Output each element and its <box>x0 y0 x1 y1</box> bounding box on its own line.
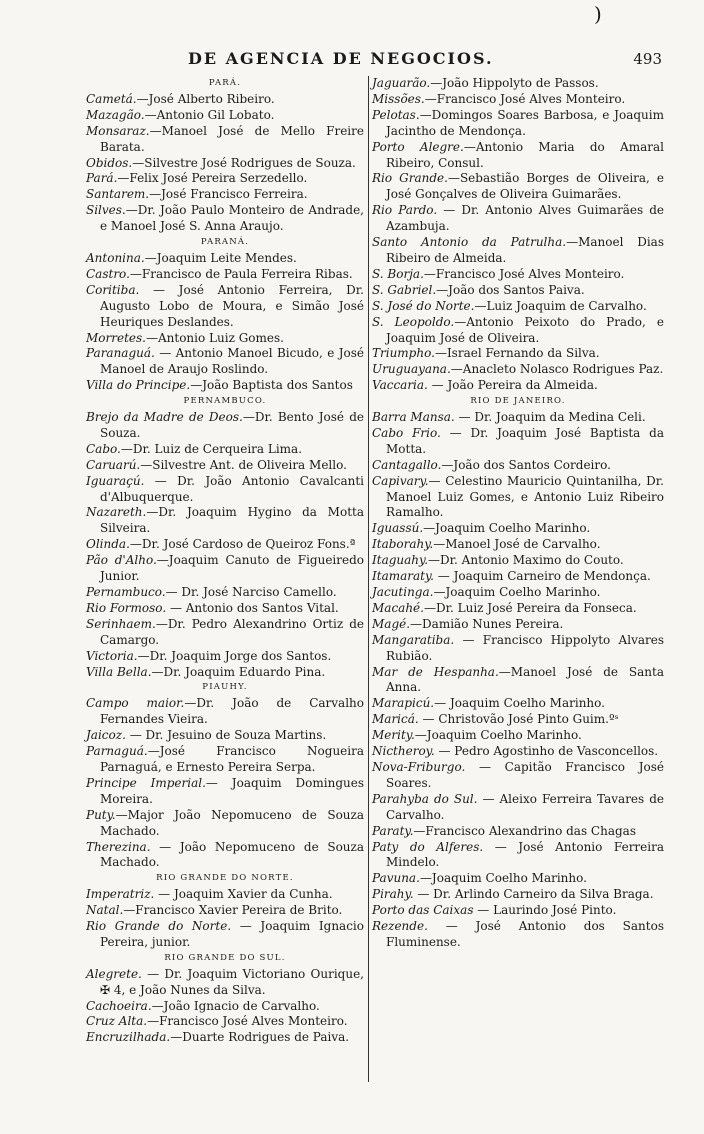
agent-entry <box>86 649 364 665</box>
agent-names: —Antonio Peixoto do Prado, e Joaquim José de Oliveira. <box>386 314 664 345</box>
agent-entry <box>86 728 364 744</box>
agent-entry <box>86 474 364 506</box>
place-name: Campo maior. <box>86 696 185 711</box>
agent-names: —Felix José Pereira Serzedello. <box>117 171 308 186</box>
place-name: Itaborahy. <box>372 537 434 552</box>
place-name: Porto das Caixas <box>372 903 474 918</box>
agent-entry <box>372 633 664 665</box>
place-name: Rio Formoso. <box>86 600 167 615</box>
agent-names: —Duarte Rodrigues de Paiva. <box>170 1030 350 1045</box>
place-name: Pirahy. <box>372 887 414 902</box>
agent-names: — Aleixo Ferreira Tavares de Carvalho. <box>386 791 664 822</box>
place-name: Pelotas. <box>372 107 420 122</box>
agent-entry <box>372 76 664 92</box>
agent-entry <box>372 585 664 601</box>
agent-names: —Major João Nepomuceno de Souza Machado. <box>100 807 364 838</box>
place-name: Mazagão. <box>86 107 145 122</box>
agent-names: — Francisco Hippolyto Alvares Rubião. <box>386 632 664 663</box>
agent-entry <box>86 458 364 474</box>
place-name: S. Gabriel. <box>372 282 437 297</box>
page-number: 493 <box>633 50 662 68</box>
place-name: Monsaraz. <box>86 123 150 138</box>
place-name: Olinda. <box>86 537 130 552</box>
agent-names: — Laurindo José Pinto. <box>473 903 617 918</box>
place-name: Silves. <box>86 203 126 218</box>
place-name: Morretes. <box>86 330 146 345</box>
agent-entry <box>372 283 664 299</box>
place-name: Serinhaem. <box>86 616 156 631</box>
place-name: S. José do Norte. <box>372 298 475 313</box>
right-column <box>372 76 664 951</box>
agent-names: —João Hippolyto de Passos. <box>430 76 599 90</box>
place-name: S. Leopoldo. <box>372 314 455 329</box>
agent-names: —Manoel Dias Ribeiro de Almeida. <box>386 235 664 265</box>
agent-names: —José Alberto Ribeiro. <box>136 91 275 106</box>
agent-names: — João Nepomuceno de Souza Machado. <box>100 839 364 870</box>
agent-names: —Dr. Luiz José Pereira da Fonseca. <box>423 600 637 615</box>
agent-entry <box>372 171 664 203</box>
place-name: Capivary. <box>372 473 429 488</box>
agent-entry <box>86 840 364 872</box>
agent-names: —Dr. Joaquim Jorge dos Santos. <box>137 648 332 663</box>
agent-names: —Joaquim Coelho Marinho. <box>414 728 582 743</box>
place-name: Mangaratiba. <box>372 632 455 647</box>
agent-names: — Pedro Agostinho de Vasconcellos. <box>434 744 659 759</box>
agent-entry <box>372 346 664 362</box>
agent-entry <box>372 378 664 394</box>
place-name: Iguassú. <box>372 521 424 536</box>
agent-names: —Dr. Bento José de Souza. <box>100 410 364 440</box>
place-name: Missões. <box>372 91 425 106</box>
agent-entry <box>86 919 364 951</box>
agent-entry <box>372 426 664 458</box>
agent-entry <box>86 553 364 585</box>
place-name: Cabo. <box>86 441 121 456</box>
agent-entry <box>86 203 364 235</box>
agent-names: — Dr. Arlindo Carneiro da Silva Braga. <box>413 887 654 902</box>
place-name: Porto Alegre. <box>372 139 464 154</box>
place-name: Santarem. <box>86 187 150 202</box>
agent-entry <box>86 999 364 1015</box>
agent-entry <box>86 187 364 203</box>
place-name: Imperatriz. <box>86 887 155 902</box>
place-name: S. Borja. <box>372 266 424 281</box>
place-name: Paranaguá. <box>86 346 155 361</box>
left-column <box>86 76 364 1046</box>
place-name: Itamaraty. <box>372 569 434 584</box>
agent-entry <box>86 967 364 999</box>
agent-names: —Francisco Xavier Pereira de Brito. <box>123 903 343 918</box>
agent-names: — José Antonio Ferreira Mindelo. <box>386 839 664 870</box>
agent-names: —Anacleto Nolasco Rodrigues Paz. <box>450 362 664 377</box>
agent-names: — Dr. José Narciso Camello. <box>165 585 337 599</box>
agent-entry <box>86 251 364 267</box>
agent-names: —Joaquim Leite Mendes. <box>144 250 297 265</box>
place-name: Nazareth. <box>86 505 147 520</box>
agent-entry <box>86 156 364 172</box>
agent-entry <box>86 601 364 617</box>
place-name: Jacutinga. <box>372 585 434 599</box>
agent-names: —Sebastião Borges de Oliveira, e José Gonçalves de Oliveira Guimarães. <box>386 171 665 202</box>
agent-names: — Celestino Mauricio Quintanilha, Dr. Manoel Luiz Gomes, e Antonio Luiz Ribeiro Ramalho. <box>386 473 664 520</box>
place-name: Victoria. <box>86 648 138 663</box>
agent-entry <box>86 585 364 601</box>
agent-names: —Israel Fernando da Silva. <box>434 346 600 361</box>
place-name: Brejo da Madre de Deos. <box>86 410 243 425</box>
agent-names: —João Baptista dos Santos <box>190 378 353 393</box>
place-name: Rio Grande. <box>372 171 448 186</box>
place-name: Natal. <box>86 903 124 918</box>
agent-entry <box>372 744 664 760</box>
agent-names: —Antonio Maria do Amaral Ribeiro, Consul. <box>386 139 664 170</box>
place-name: Magé. <box>372 616 411 631</box>
agent-entry <box>86 1030 364 1046</box>
agent-entry <box>86 887 364 903</box>
agent-entry <box>86 505 364 537</box>
agent-names: —Francisco José Alves Monteiro. <box>424 91 626 106</box>
agent-names: — Dr. Joaquim Victoriano Ourique, ✠ 4, e João Nunes da Silva. <box>100 966 364 997</box>
agent-entry <box>86 108 364 124</box>
section-heading: RIO DE JANEIRO. <box>470 396 566 407</box>
agent-entry <box>372 569 664 585</box>
agent-names: — Joaquim Carneiro de Mendonça. <box>433 569 651 584</box>
agent-names: —Francisco Alexandrino das Chagas <box>413 823 636 838</box>
agent-entry <box>372 537 664 553</box>
place-name: Parahyba do Sul. <box>372 791 478 806</box>
agent-names: —João Ignacio de Carvalho. <box>151 998 320 1013</box>
agent-names: —Silvestre Ant. de Oliveira Mello. <box>140 457 347 472</box>
agent-names: — Joaquim Xavier da Cunha. <box>154 887 333 902</box>
place-name: Rio Pardo. <box>372 203 438 218</box>
agent-names: —Francisco José Alves Monteiro. <box>423 266 625 281</box>
agent-entry <box>86 1014 364 1030</box>
agent-entry <box>372 315 664 347</box>
agent-names: —Dr. José Cardoso de Queiroz Fons.ª <box>129 537 356 552</box>
corner-mark: ) <box>594 2 602 26</box>
agent-names: —Manoel José de Santa Anna. <box>386 664 665 695</box>
agent-entry <box>86 744 364 776</box>
agent-names: — Joaquim Coelho Marinho. <box>434 696 605 711</box>
agent-entry <box>86 808 364 840</box>
place-name: Rio Grande do Norte. <box>86 919 232 934</box>
agent-names: — Antonio dos Santos Vital. <box>166 600 339 615</box>
agent-names: —Dr. Joaquim Eduardo Pina. <box>151 664 326 679</box>
place-name: Pará. <box>86 171 118 186</box>
place-name: Nictheroy. <box>372 744 435 759</box>
agent-entry <box>86 346 364 378</box>
place-name: Vaccaria. <box>372 378 428 393</box>
place-name: Caruarú. <box>86 457 141 472</box>
agent-entry <box>372 267 664 283</box>
agent-names: — Dr. Joaquim da Medina Celi. <box>454 410 646 425</box>
agent-entry <box>372 553 664 569</box>
place-name: Macahé. <box>372 600 424 615</box>
place-name: Paty do Alferes. <box>372 839 484 854</box>
agent-names: —Joaquim Canuto de Figueiredo Junior. <box>100 553 364 584</box>
agent-entry <box>372 235 664 267</box>
agent-entry <box>372 871 664 887</box>
agent-names: —Domingos Soares Barbosa, e Joaquim Jacintho de Mendonça. <box>386 107 664 138</box>
agent-names: —Dr. Antonio Maximo do Couto. <box>428 553 624 568</box>
agent-entry <box>86 776 364 808</box>
place-name: Pavuna. <box>372 871 420 886</box>
agent-entry <box>372 696 664 712</box>
agent-names: — Dr. Antonio Alves Guimarães de Azambuja. <box>386 203 664 234</box>
agent-entry <box>86 171 364 187</box>
agent-names: —Antonio Luiz Gomes. <box>145 330 284 345</box>
agent-names: —Dr. Joaquim Hygino da Motta Silveira. <box>100 505 364 536</box>
agent-entry <box>372 521 664 537</box>
agent-entry <box>372 712 664 728</box>
place-name: Alegrete. <box>86 966 142 981</box>
agent-names: — José Antonio Ferreira, Dr. Augusto Lobo de Moura, e Simão José Heuriques Deslandes. <box>100 282 364 329</box>
place-name: Jaguarão. <box>372 76 431 90</box>
agent-names: — Dr. Joaquim José Baptista da Motta. <box>386 425 664 456</box>
place-name: Itaguahy. <box>372 553 429 568</box>
agent-names: —Dr. Luiz de Cerqueira Lima. <box>120 441 303 456</box>
place-name: Encruzilhada. <box>86 1030 171 1045</box>
agent-entry <box>372 840 664 872</box>
agent-names: — Joaquim Domingues Moreira. <box>100 775 364 806</box>
place-name: Therezina. <box>86 839 151 854</box>
agent-entry <box>372 792 664 824</box>
agent-entry <box>86 124 364 156</box>
agent-names: —Damião Nunes Pereira. <box>410 616 564 631</box>
place-name: Marapicú. <box>372 696 435 711</box>
agent-entry <box>372 474 664 522</box>
agent-names: —Joaquim Coelho Marinho. <box>433 585 601 599</box>
agent-entry <box>372 665 664 697</box>
agent-names: — Antonio Manoel Bicudo, e José Manoel de Araujo Roslindo. <box>100 346 364 377</box>
agent-entry <box>86 617 364 649</box>
agent-entry <box>86 410 364 442</box>
running-title: DE AGENCIA DE NEGOCIOS. <box>188 49 494 68</box>
place-name: Nova-Friburgo. <box>372 759 466 774</box>
agent-names: —Manoel José de Carvalho. <box>433 537 601 552</box>
agent-entry <box>372 362 664 378</box>
agent-names: — Joaquim Ignacio Pereira, junior. <box>100 919 364 949</box>
agent-entry <box>372 410 664 426</box>
agent-names: —José Francisco Nogueira Parnaguá, e Ernesto Pereira Serpa. <box>100 744 364 774</box>
agent-entry <box>86 696 364 728</box>
place-name: Villa Bella. <box>86 664 152 679</box>
place-name: Maricá. <box>372 712 419 727</box>
agent-entry <box>86 283 364 331</box>
agent-entry <box>372 108 664 140</box>
column-divider <box>368 76 369 1082</box>
section-heading: PARÁ. <box>208 78 242 88</box>
place-name: Santo Antonio da Patrulha. <box>372 235 567 250</box>
agent-entry <box>372 617 664 633</box>
section-heading: PARANÁ. <box>200 237 250 248</box>
place-name: Barra Mansa. <box>372 410 455 425</box>
agent-names: — João Pereira da Almeida. <box>427 378 598 393</box>
page-header <box>88 48 672 74</box>
place-name: Principe Imperial. <box>86 775 206 790</box>
place-name: Pernambuco. <box>86 585 166 599</box>
agent-entry <box>86 537 364 553</box>
place-name: Cachoeira. <box>86 998 152 1013</box>
agent-entry <box>372 203 664 235</box>
agent-entry <box>372 458 664 474</box>
place-name: Cabo Frio. <box>372 425 441 440</box>
agent-entry <box>86 378 364 394</box>
section-heading: RIO GRANDE DO SUL. <box>164 952 286 963</box>
agent-names: —Dr. Pedro Alexandrino Ortiz de Camargo. <box>100 616 364 647</box>
place-name: Rezende. <box>372 919 428 934</box>
place-name: Obidos. <box>86 155 133 170</box>
agent-entry <box>372 824 664 840</box>
agent-names: —Manoel José de Mello Freire Barata. <box>100 123 364 154</box>
place-name: Triumpho. <box>372 346 435 361</box>
agent-names: —José Francisco Ferreira. <box>149 187 308 202</box>
agent-names: — José Antonio dos Santos Fluminense. <box>386 919 664 949</box>
place-name: Villa do Principe. <box>86 378 191 393</box>
agent-names: —João dos Santos Paiva. <box>436 282 585 297</box>
agent-entry <box>86 665 364 681</box>
agent-entry <box>372 903 664 919</box>
place-name: Puty. <box>86 807 116 822</box>
agent-entry <box>372 919 664 951</box>
agent-names: —Joaquim Coelho Marinho. <box>419 871 587 886</box>
place-name: Paraty. <box>372 823 414 838</box>
agent-entry <box>372 760 664 792</box>
place-name: Coritiba. <box>86 282 140 297</box>
agent-entry <box>86 92 364 108</box>
agent-entry <box>372 140 664 172</box>
agent-entry <box>372 299 664 315</box>
agent-names: —Luiz Joaquim de Carvalho. <box>474 298 647 313</box>
agent-names: —Dr. João Paulo Monteiro de Andrade, e Manoel José S. Anna Araujo. <box>100 203 364 234</box>
agent-names: — Christovão José Pinto Guim.ºˢ <box>418 712 619 727</box>
place-name: Merity. <box>372 728 415 743</box>
agent-entry <box>372 601 664 617</box>
agent-names: — Capitão Francisco José Soares. <box>386 759 664 790</box>
place-name: Jaicoz. <box>86 728 126 743</box>
place-name: Cametá. <box>86 91 137 106</box>
agent-names: — Dr. Jesuino de Souza Martins. <box>125 728 327 743</box>
agent-entry <box>86 903 364 919</box>
place-name: Cantagallo. <box>372 457 442 472</box>
place-name: Parnaguá. <box>86 744 148 759</box>
place-name: Mar de Hespanha. <box>372 664 499 679</box>
section-heading: PIAUHY. <box>202 682 248 693</box>
agent-entry <box>372 92 664 108</box>
agent-entry <box>86 267 364 283</box>
agent-entry <box>372 887 664 903</box>
agent-names: —Francisco de Paula Ferreira Ribas. <box>129 266 353 281</box>
agent-names: —Antonio Gil Lobato. <box>144 107 275 122</box>
agent-entry <box>86 331 364 347</box>
place-name: Iguaraçú. <box>86 473 145 488</box>
agent-names: —João dos Santos Cordeiro. <box>441 457 611 472</box>
agent-names: —Dr. João de Carvalho Fernandes Vieira. <box>100 696 364 727</box>
section-heading: RIO GRANDE DO NORTE. <box>156 873 294 884</box>
section-heading: PERNAMBUCO. <box>183 396 267 407</box>
agent-entry <box>86 442 364 458</box>
place-name: Castro. <box>86 266 130 281</box>
agent-names: —Silvestre José Rodrigues de Souza. <box>132 155 356 170</box>
place-name: Pão d'Alho. <box>86 553 157 568</box>
place-name: Uruguayana. <box>372 362 451 377</box>
agent-names: —Joaquim Coelho Marinho. <box>423 521 591 536</box>
place-name: Cruz Alta. <box>86 1014 148 1029</box>
agent-entry <box>372 728 664 744</box>
agent-names: — Dr. João Antonio Cavalcanti d'Albuquerque. <box>100 473 364 504</box>
place-name: Antonina. <box>86 250 145 265</box>
agent-names: —Francisco José Alves Monteiro. <box>147 1014 348 1029</box>
